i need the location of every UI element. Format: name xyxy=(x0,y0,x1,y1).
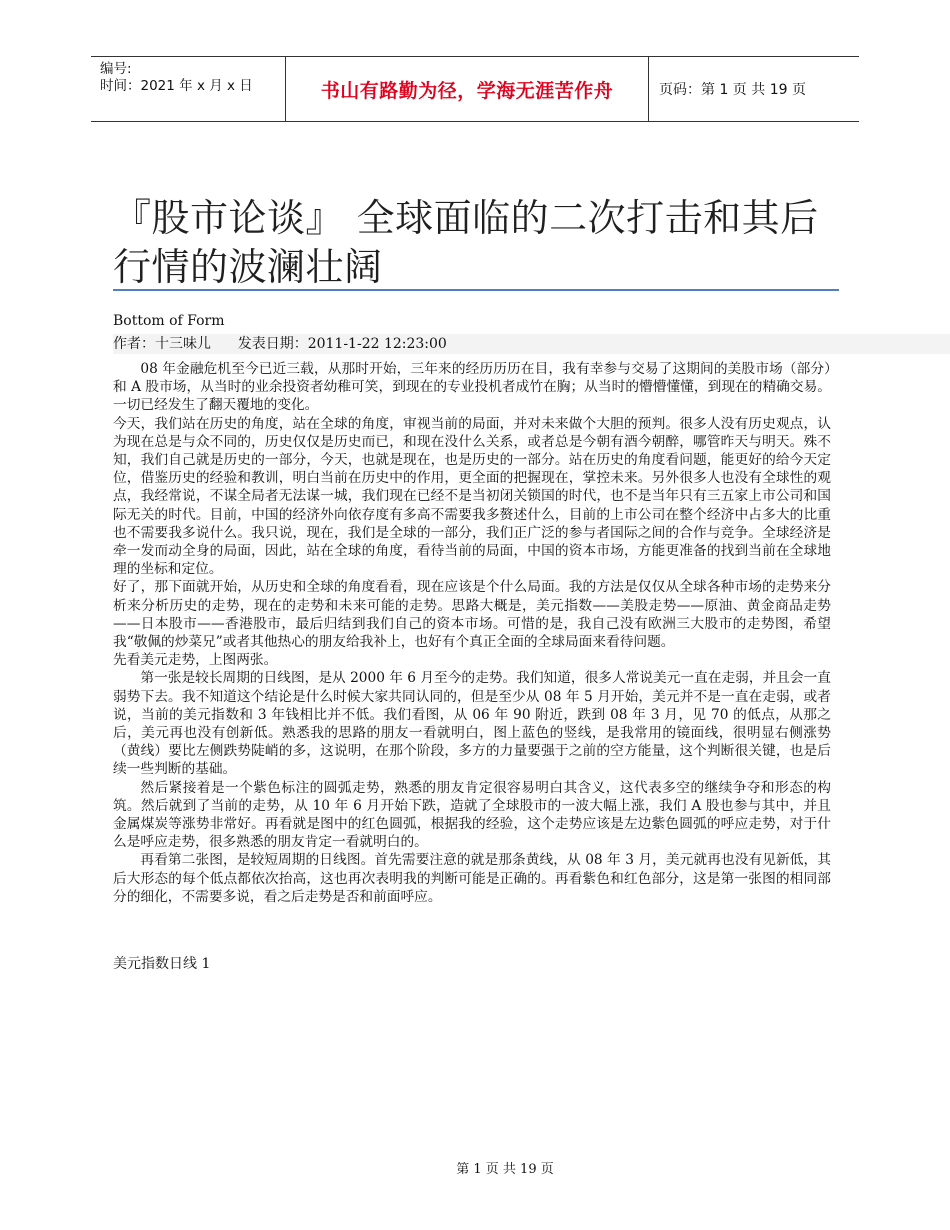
bottom-of-form-label: Bottom of Form xyxy=(113,313,225,329)
article-title: 『股市论谈』 全球面临的二次打击和其后行情的波澜壮阔 xyxy=(113,196,819,289)
paragraph: 再看第二张图，是较短周期的日线图。首先需要注意的就是那条黄线，从 08 年 3 月，美元就再也没有见新低，其后大形态的每个低点都依次抬高，这也再次表明我的判断可能是正确的。再看紫色和红色部分，这是第一张图的相同部分的细化，不需要多说，看之后走势是否和前面呼应。 xyxy=(113,852,831,905)
paragraph: 好了，那下面就开始，从历史和全球的角度看看，现在应该是个什么局面。我的方法是仅仅从全球各种市场的走势来分析来分析历史的走势，现在的走势和未来可能的走势。思路大概是，美元指数——美股走势——原油、黄金商品走势——日本股市——香港股市，最后归结到我们自己的资本市场。可惜的是，我自己没有欧洲三大股市的走势图，希望我“敬佩的炒菜兄”或者其他热心的朋友给我补上，也好有个真正全面的全球局面来看待问题。 xyxy=(113,579,831,651)
page-footer: 第 1 页 共 19 页 xyxy=(456,1162,554,1177)
header-info-cell xyxy=(91,57,286,121)
header-page-info: 页码：第 1 页 共 19 页 xyxy=(659,82,806,98)
paragraph: 今天，我们站在历史的角度，站在全球的角度，审视当前的局面，并对未来做个大胆的预判。很多人没有历史观点，认为现在总是与众不同的，历史仅仅是历史而已，和现在没什么关系，或者总是今朝有酒今朝醉，哪管昨天与明天。殊不知，我们自己就是历史的一部分，今天，也就是现在，也是历史的一部分。站在历史的角度看问题，能更好的给今天定位，借鉴历史的经验和教训，明白当前在历史中的作用，更全面的把握现在，掌控未来。另外很多人也没有全球性的观点，我经常说，不谋全局者无法谋一城，我们现在已经不是当初闭关锁国的时代，也不是当年只有三五家上市公司和国际无关的时代。目前，中国的经济外向依存度有多高不需要我多赘述什么，目前的上市公司在整个经济中占多大的比重也不需要我多说什么。我只说，现在，我们是全球的一部分，我们正广泛的参与者国际之间的合作与竞争。全球经济是牵一发而动全身的局面，因此，站在全球的角度，看待当前的局面，中国的资本市场，方能更准备的找到当前在全球地理的坐标和定位。 xyxy=(113,415,831,578)
paragraph: 第一张是较长周期的日线图，是从 2000 年 6 月至今的走势。我们知道，很多人常说美元一直在走弱，并且会一直弱势下去。我不知道这个结论是什么时候大家共同认同的，但是至少从 08 年 5 月开始，美元并不是一直在走弱，或者说，当前的美元指数和 3 年钱相比并不低。我们看图，从 06 年 90 附近，跌到 08 年 3 月，见 70 的低点，从那之后，美元再也没有创新低。熟悉我的思路的朋友一看就明白，图上蓝色的竖线，是我常用的镜面线，很明显右侧涨势（黄线）要比左侧跌势陡峭的多，这说明，在那个阶段，多方的力量要强于之前的空方能量，这个判断很关键，也是后续一些判断的基础。 xyxy=(113,670,831,778)
article-meta xyxy=(113,334,950,354)
header-motto: 书山有路勤为径，学海无涯苦作舟 xyxy=(320,79,614,102)
header-motto-cell xyxy=(286,57,649,121)
article-author: 作者：十三味儿 xyxy=(113,336,211,352)
paragraph: 08 年金融危机至今已近三载，从那时开始，三年来的经历历历在目，我有幸参与交易了这期间的美股市场（部分）和 A 股市场，从当时的业余投资者幼稚可笑，到现在的专业投机者成竹在胸；从当时的懵懵懂懂，到现在的精确交易。一切已经发生了翻天覆地的变化。 xyxy=(113,361,831,414)
figure-caption: 美元指数日线 1 xyxy=(113,956,211,972)
header-page-cell xyxy=(649,57,859,121)
paragraph: 然后紧接着是一个紫色标注的圆弧走势，熟悉的朋友肯定很容易明白其含义，这代表多空的继续争夺和形态的构筑。然后就到了当前的走势，从 10 年 6 月开始下跌，造就了全球股市的一波大幅上涨，我们 A 股也参与其中，并且金属煤炭等涨势非常好。再看就是图中的红色圆弧，根据我的经验，这个走势应该是左边紫色圆弧的呼应走势，对于什么是呼应走势，很多熟悉的朋友肯定一看就明白的。 xyxy=(113,779,831,851)
paragraph: 先看美元走势，上图两张。 xyxy=(113,652,278,669)
article-body xyxy=(113,360,831,906)
title-divider xyxy=(113,289,839,291)
page-header xyxy=(91,56,859,122)
header-number-label: 编号: xyxy=(100,61,132,77)
header-time-label: 时间：2021 年 x 月 x 日 xyxy=(100,78,253,94)
article-date: 发表日期：2011-1-22 12:23:00 xyxy=(237,336,447,352)
